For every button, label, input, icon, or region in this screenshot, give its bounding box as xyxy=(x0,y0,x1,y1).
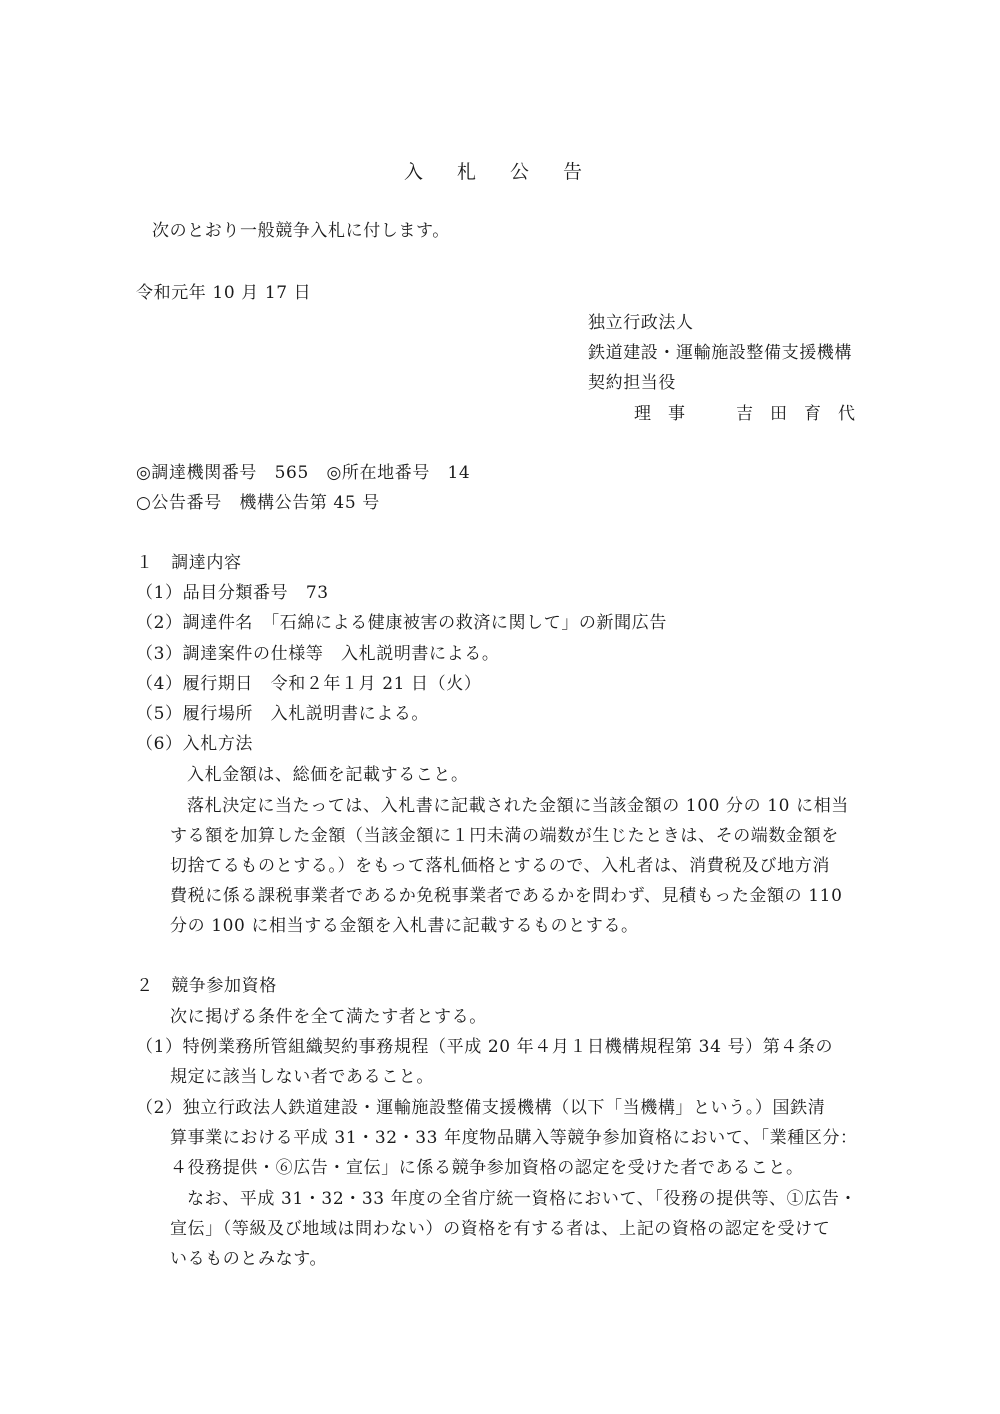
intro-text: 次のとおり一般競争入札に付します。 xyxy=(152,221,450,241)
section1-item: （6）入札方法 xyxy=(136,734,254,754)
section1-item: （3）調達案件の仕様等 入札説明書による。 xyxy=(136,644,500,664)
issuer-org-line1: 独立行政法人 xyxy=(588,313,694,333)
notice-date: 令和元年 10 月 17 日 xyxy=(136,283,312,303)
procurement-code-line: ◎調達機関番号 565 ◎所在地番号 14 xyxy=(136,463,471,483)
method-paragraph-line: する額を加算した金額（当該金額に１円未満の端数が生じたときは、その端数金額を xyxy=(170,826,839,846)
method-paragraph-line: 分の 100 に相当する金額を入札書に記載するものとする。 xyxy=(170,916,639,936)
section1-item: （5）履行場所 入札説明書による。 xyxy=(136,704,430,724)
document-title: 入 札 公 告 xyxy=(403,161,597,183)
section1-item: （4）履行期日 令和２年１月 21 日（火） xyxy=(136,674,482,694)
method-paragraph-line: 費税に係る課税事業者であるか免税事業者であるかを問わず、見積もった金額の 110 xyxy=(170,886,843,906)
method-paragraph: 入札金額は、総価を記載すること。 xyxy=(187,765,469,785)
issuer-org-line2: 鉄道建設・運輸施設整備支援機構 xyxy=(588,343,852,363)
section2-heading: ２ 競争参加資格 xyxy=(136,976,277,996)
section2-item1-line: 規定に該当しない者であること。 xyxy=(170,1067,434,1087)
section2-intro: 次に掲げる条件を全て満たす者とする。 xyxy=(170,1007,487,1027)
section2-item2-line: ４役務提供・⑥広告・宣伝」に係る競争参加資格の認定を受けた者であること。 xyxy=(170,1158,804,1178)
section2-item2-line: 算事業における平成 31・32・33 年度物品購入等競争参加資格において、「業種区分： xyxy=(170,1128,858,1148)
issuer-role: 契約担当役 xyxy=(588,373,676,393)
section2-note-line: なお、平成 31・32・33 年度の全省庁統一資格において、「役務の提供等、①広告・ xyxy=(187,1189,858,1209)
issuer-position: 理 事 xyxy=(634,404,685,424)
notice-number-line: ○公告番号 機構公告第 45 号 xyxy=(136,493,380,513)
section2-item1-line: （1）特例業務所管組織契約事務規程（平成 20 年４月１日機構規程第 34 号）第４条の xyxy=(136,1037,834,1057)
section2-note-line: 宣伝」（等級及び地域は問わない）の資格を有する者は、上記の資格の認定を受けて xyxy=(170,1219,831,1239)
method-paragraph-line: 切捨てるものとする。）をもって落札価格とするので、入札者は、消費税及び地方消 xyxy=(170,856,830,876)
issuer-name: 吉 田 育 代 xyxy=(736,404,855,424)
section2-item2-line: （2）独立行政法人鉄道建設・運輸施設整備支援機構（以下「当機構」という。）国鉄清 xyxy=(136,1098,826,1118)
section1-heading: １ 調達内容 xyxy=(136,553,242,573)
method-paragraph-line: 落札決定に当たっては、入札書に記載された金額に当該金額の 100 分の 10 に相当 xyxy=(187,796,849,816)
section2-note-line: いるものとみなす。 xyxy=(170,1249,328,1269)
section1-item: （1）品目分類番号 73 xyxy=(136,583,329,603)
section1-item: （2）調達件名 「石綿による健康被害の救済に関して」の新聞広告 xyxy=(136,613,667,633)
